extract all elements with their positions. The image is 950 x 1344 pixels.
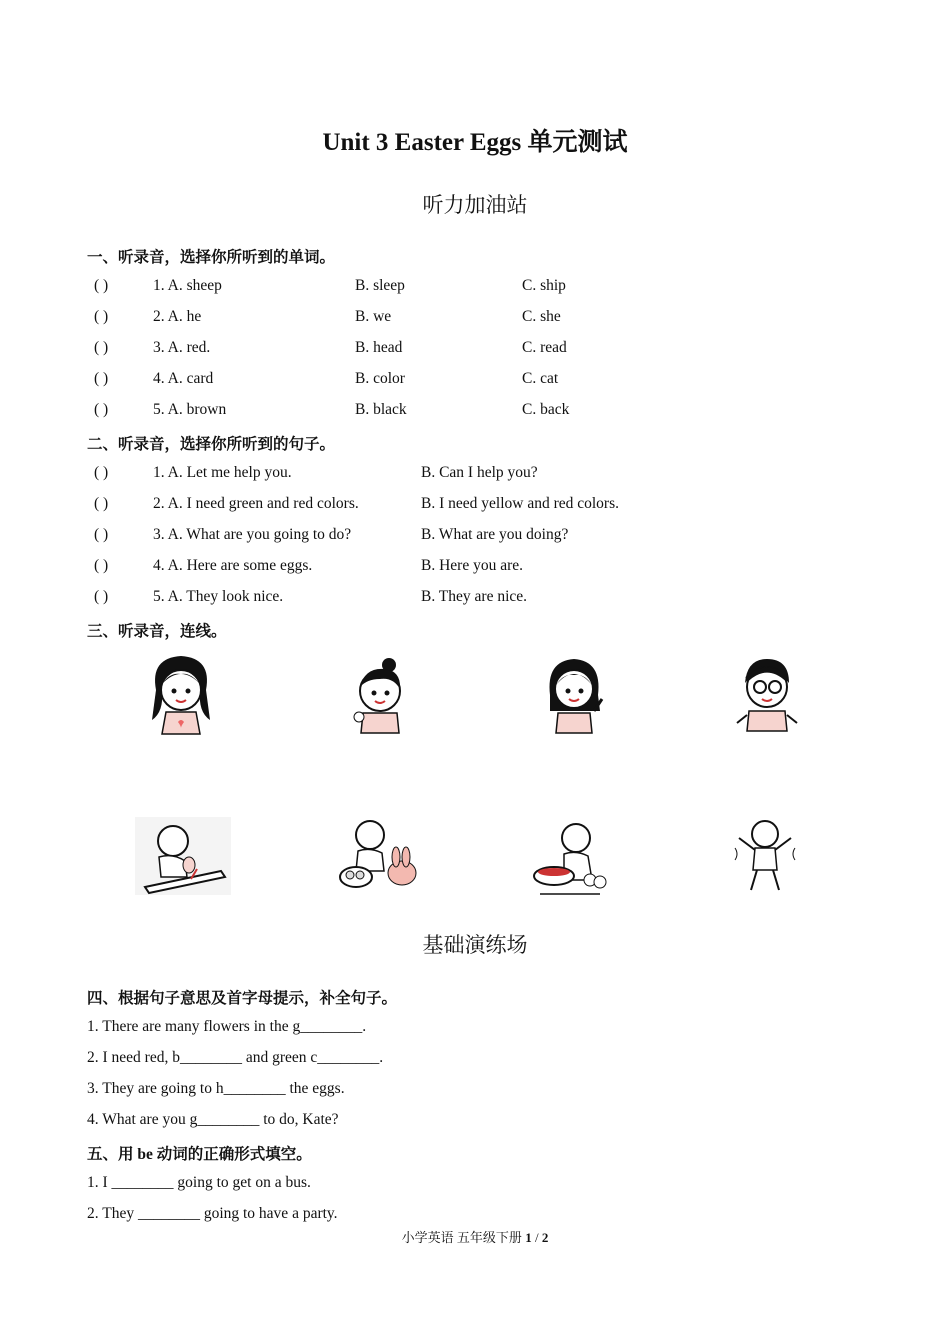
answer-paren: ( ) [94, 588, 109, 605]
answer-paren: ( ) [94, 557, 109, 574]
q1-option-c: C. cat [522, 370, 559, 387]
picture-boy-glasses [733, 655, 801, 735]
q2-option-a: 2. A. I need green and red colors. [153, 495, 359, 512]
q4-sentence: 1. There are many flowers in the g________. [87, 1018, 367, 1035]
picture-dancing [733, 818, 797, 894]
q2-option-b: B. What are you doing? [421, 526, 569, 543]
q2-option-a: 5. A. They look nice. [153, 588, 284, 605]
picture-painting-egg [135, 817, 231, 895]
picture-girl-bun-hair [345, 655, 415, 735]
q1-option-b: B. color [355, 370, 405, 387]
picture-eggs-and-rabbit [330, 817, 422, 895]
q4-sentence: 2. I need red, b________ and green c________. [87, 1049, 384, 1066]
q1-option-c: C. she [522, 308, 561, 325]
q1-option-c: C. back [522, 401, 570, 418]
answer-paren: ( ) [94, 495, 109, 512]
q1-option-a: 4. A. card [153, 370, 214, 387]
answer-paren: ( ) [94, 464, 109, 481]
footer-sep: / [531, 1230, 542, 1245]
question-4-heading: 四、根据句子意思及首字母提示，补全句子。 [87, 990, 398, 1007]
q1-option-c: C. read [522, 339, 567, 356]
picture-girl-waving [540, 655, 610, 735]
q2-option-a: 3. A. What are you going to do? [153, 526, 352, 543]
page-title: Unit 3 Easter Eggs 单元测试 [322, 129, 628, 156]
answer-paren: ( ) [94, 401, 109, 418]
answer-paren: ( ) [94, 339, 109, 356]
q1-option-b: B. head [355, 339, 403, 356]
q1-option-a: 2. A. he [153, 308, 202, 325]
footer-page: 1 [525, 1230, 532, 1245]
q2-option-b: B. I need yellow and red colors. [421, 495, 619, 512]
answer-paren: ( ) [94, 526, 109, 543]
q1-option-c: C. ship [522, 277, 566, 294]
page-footer [0, 1227, 950, 1246]
answer-paren: ( ) [94, 277, 109, 294]
answer-paren: ( ) [94, 308, 109, 325]
q5-sentence: 1. I ________ going to get on a bus. [87, 1174, 311, 1191]
q1-option-b: B. we [355, 308, 392, 325]
q1-option-a: 5. A. brown [153, 401, 227, 418]
q1-option-a: 3. A. red. [153, 339, 211, 356]
question-3-heading: 三、听录音，连线。 [87, 623, 227, 640]
q5-sentence: 2. They ________ going to have a party. [87, 1205, 338, 1222]
q4-sentence: 3. They are going to h________ the eggs. [87, 1080, 345, 1097]
question-1-heading: 一、听录音，选择你所听到的单词。 [87, 249, 336, 266]
q2-option-b: B. They are nice. [421, 588, 528, 605]
footer-total: 2 [541, 1230, 549, 1245]
section-title-basics: 基础演练场 [422, 933, 528, 957]
q1-option-a: 1. A. sheep [153, 277, 222, 294]
q2-option-b: B. Can I help you? [421, 464, 538, 481]
q2-option-a: 1. A. Let me help you. [153, 464, 292, 481]
question-2-heading: 二、听录音，选择你所听到的句子。 [87, 436, 336, 453]
q2-option-a: 4. A. Here are some eggs. [153, 557, 313, 574]
q4-sentence: 4. What are you g________ to do, Kate? [87, 1111, 339, 1128]
answer-paren: ( ) [94, 370, 109, 387]
q1-option-b: B. black [355, 401, 407, 418]
footer-text: 小学英语 五年级下册 [401, 1230, 526, 1245]
q2-option-b: B. Here you are. [421, 557, 523, 574]
question-5-heading: 五、用 be 动词的正确形式填空。 [87, 1146, 312, 1163]
q1-option-b: B. sleep [355, 277, 405, 294]
picture-girl-long-hair [138, 650, 224, 736]
picture-cooking-eggs [530, 820, 610, 898]
section-title-listening: 听力加油站 [422, 193, 528, 217]
